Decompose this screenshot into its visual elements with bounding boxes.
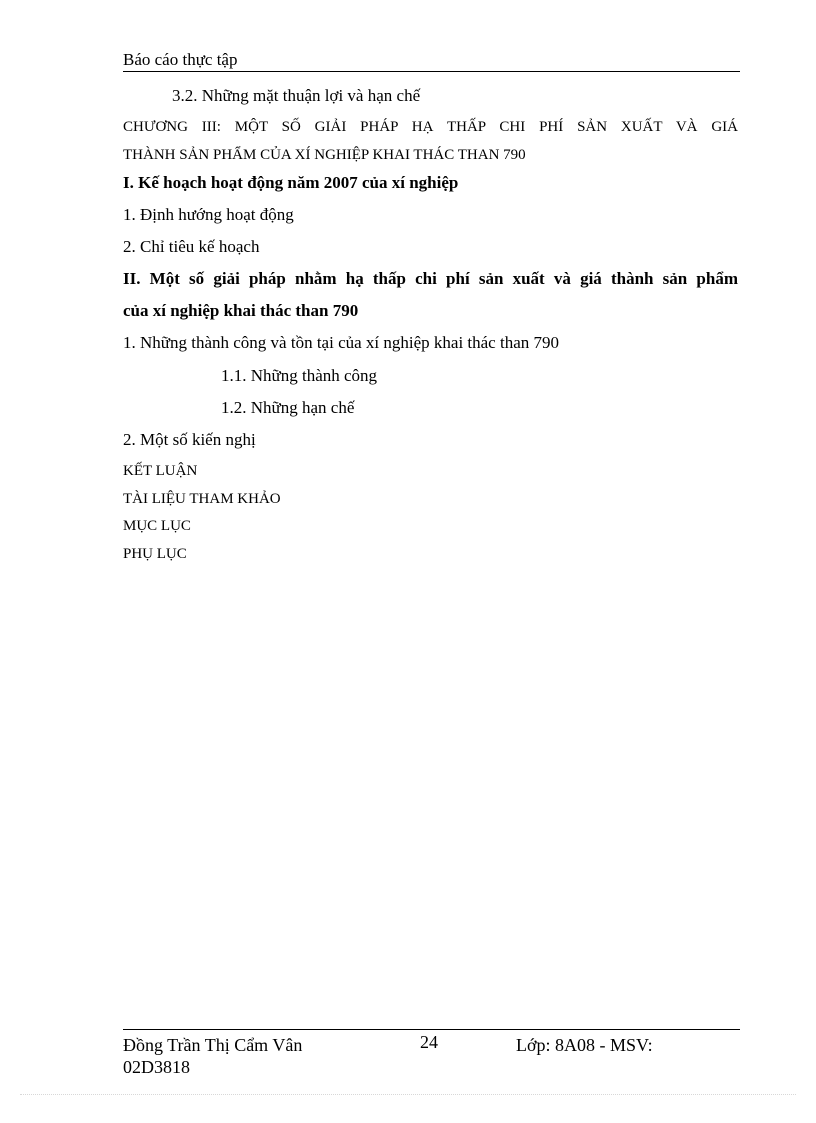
footer-divider [123,1029,740,1030]
toc-item: PHỤ LỤC [123,546,187,562]
toc-section-heading: I. Kế hoạch hoạt động năm 2007 của xí nghiệp [123,173,459,192]
page-number: 24 [420,1032,438,1052]
footer-student-id: 02D3818 [123,1057,190,1077]
header-divider [123,71,740,72]
toc-item: 1.2. Những hạn chế [221,398,355,417]
toc-item: 2. Chỉ tiêu kế hoạch [123,237,260,256]
toc-section-heading: của xí nghiệp khai thác than 790 [123,301,359,320]
toc-section-heading: II. Một số giải pháp nhằm hạ thấp chi phí sản xuất và giá thành sản phẩm [123,269,738,288]
footer-class-info: Lớp: 8A08 - MSV: [516,1035,653,1055]
footer-author: Đồng Trần Thị Cẩm Vân [123,1035,303,1055]
report-title: Báo cáo thực tập [123,50,238,69]
toc-item: 3.2. Những mặt thuận lợi và hạn chế [172,86,421,105]
toc-item: 1.1. Những thành công [221,366,378,385]
toc-item: MỤC LỤC [123,518,191,534]
toc-item: 1. Những thành công và tồn tại của xí nghiệp khai thác than 790 [123,333,559,352]
page-edge-divider [20,1094,796,1095]
toc-item: 2. Một số kiến nghị [123,430,256,449]
toc-item: 1. Định hướng hoạt động [123,205,294,224]
toc-item: KẾT LUẬN [123,463,198,479]
toc-chapter-heading: CHƯƠNG III: MỘT SỐ GIẢI PHÁP HẠ THẤP CHI PHÍ SẢN XUẤT VÀ GIÁ [123,119,738,135]
toc-chapter-heading: THÀNH SẢN PHẨM CỦA XÍ NGHIỆP KHAI THÁC THAN 790 [123,147,526,163]
toc-item: TÀI LIỆU THAM KHẢO [123,491,281,507]
